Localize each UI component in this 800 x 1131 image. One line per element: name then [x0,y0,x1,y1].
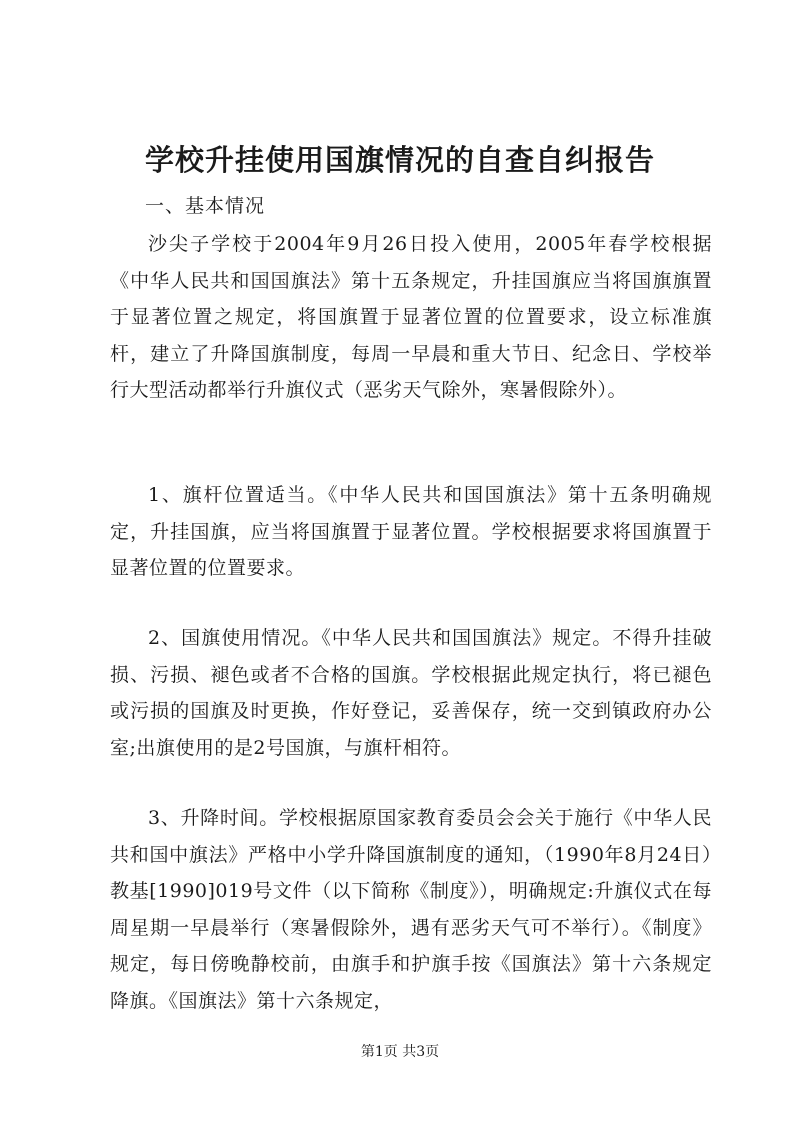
paragraph-flag-usage: 2、国旗使用情况。《中华人民共和国国旗法》规定。不得升挂破损、污损、褪色或者不合格的国旗。学校根据此规定执行，将已褪色或污损的国旗及时更换，作好登记，妥善保存，统一交到镇政府办公室;出旗使用的是2号国旗，与旗杆相符。 [110,627,712,759]
section-heading-basic-situation: 一、基本情况 [145,195,266,217]
page-number-footer: 第1页 共3页 [360,1044,440,1060]
document-title: 学校升挂使用国旗情况的自查自纠报告 [144,143,655,177]
paragraph-flagpole-position: 1、旗杆位置适当。《中华人民共和国国旗法》第十五条明确规定，升挂国旗，应当将国旗置于显著位置。学校根据要求将国旗置于显著位置的位置要求。 [110,484,712,580]
paragraph-raising-lowering-time: 3、升降时间。学校根据原国家教育委员会会关于施行《中华人民共和国中旗法》严格中小学升降国旗制度的通知，（1990年8月24日）教基[1990]019号文件（以下简称《制度》），明确规定:升旗仪式在每周星期一早晨举行（寒暑假除外，遇有恶劣天气可不举行）。《制度》规定，每日傍晚静校前，由旗手和护旗手按《国旗法》第十六条规定降旗。《国旗法》第十六条规定， [110,807,712,1012]
paragraph-intro: 沙尖子学校于2004年9月26日投入使用，2005年春学校根据《中华人民共和国国旗法》第十五条规定，升挂国旗应当将国旗旗置于显著位置之规定，将国旗置于显著位置的位置要求，设立标准旗杆，建立了升降国旗制度，每周一早晨和重大节日、纪念日、学校举行大型活动都举行升旗仪式（恶劣天气除外，寒暑假除外）。 [110,233,712,402]
